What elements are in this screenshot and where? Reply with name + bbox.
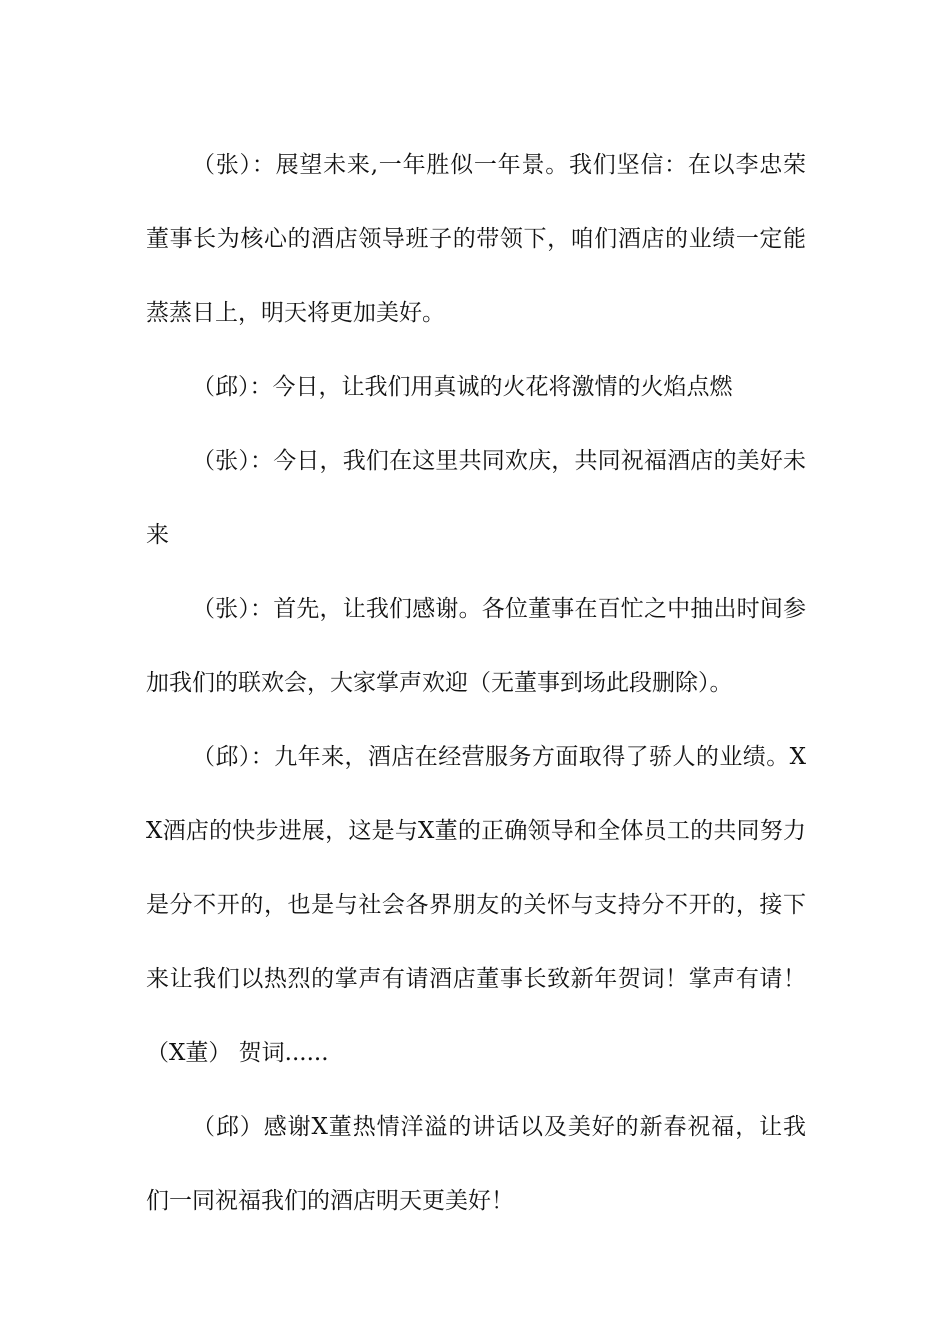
paragraph-qiu-nine-years: （邱）：九年来，酒店在经营服务方面取得了骄人的业绩。XX酒店的快步进展，这是与X董的正确领导和全体员工的共同努力是分不开的，也是与社会各界朋友的关怀与支持分不开的，接下来让我们以热烈的掌声有请酒店董事长致新年贺词！掌声有请！ （X董） 贺词...... xyxy=(146,744,806,1066)
document-body xyxy=(146,128,806,1238)
paragraph-qiu-today: （邱）：今日，让我们用真诚的火花将激情的火焰点燃 xyxy=(192,374,733,400)
paragraph-zhang-thanks: （张）：首先，让我们感谢。各位董事在百忙之中抽出时间参加我们的联欢会，大家掌声欢迎（无董事到场此段删除）。 xyxy=(146,596,806,696)
paragraph-zhang-outlook: （张）：展望未来,一年胜似一年景。我们坚信：在以李忠荣董事长为核心的酒店领导班子的带领下，咱们酒店的业绩一定能蒸蒸日上，明天将更加美好。 xyxy=(146,152,806,326)
paragraph-qiu-closing: （邱）感谢X董热情洋溢的讲话以及美好的新春祝福，让我们一同祝福我们的酒店明天更美好！ xyxy=(146,1114,806,1214)
paragraph-zhang-celebrate: （张）：今日，我们在这里共同欢庆，共同祝福酒店的美好未来 xyxy=(146,448,806,548)
